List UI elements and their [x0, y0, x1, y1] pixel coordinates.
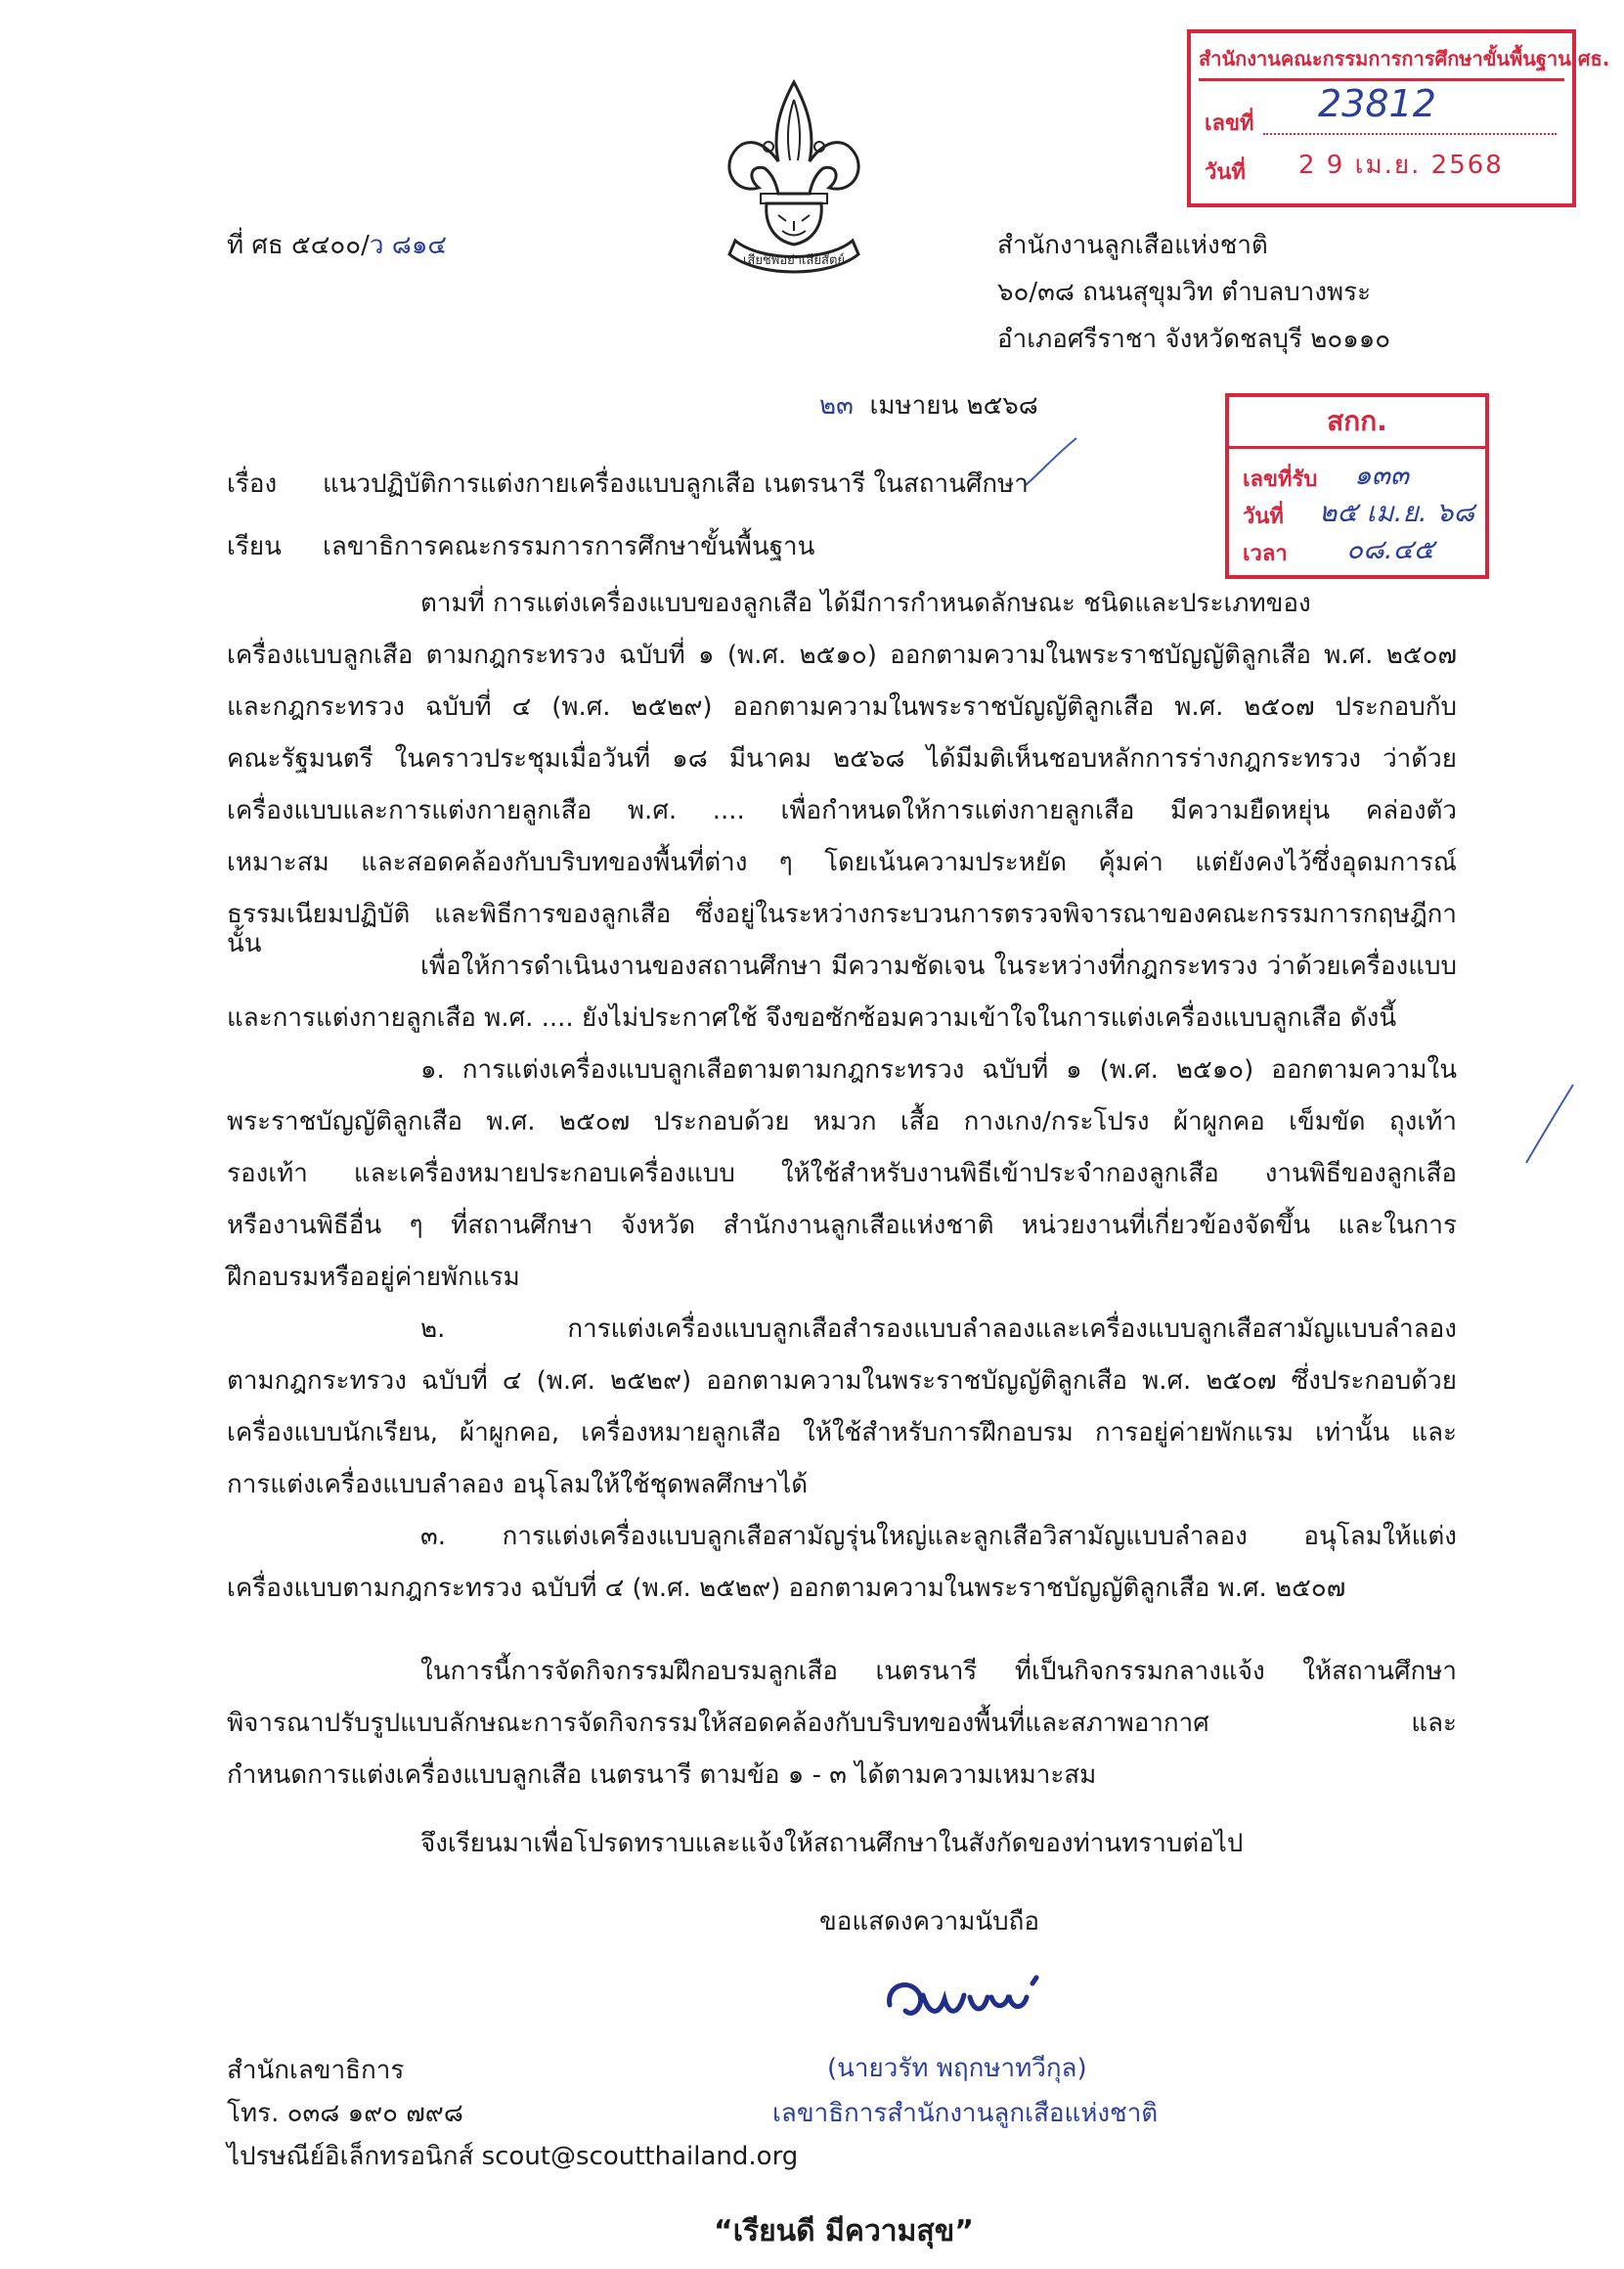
body-line: และกฎกระทรวง ฉบับที่ ๔ (พ.ศ. ๒๕๒๙) ออกตามความในพระราชบัญญัติลูกเสือ พ.ศ. ๒๕๐๗ ประกอบกับ — [227, 692, 1457, 722]
document-number — [227, 231, 447, 260]
body-line: คณะรัฐมนตรี ในคราวประชุมเมื่อวันที่ ๑๘ มีนาคม ๒๕๖๘ ได้มีมติเห็นชอบหลักการร่างกฎกระทรวง ว่าด้วย — [227, 744, 1457, 774]
pen-tick-mark — [1022, 432, 1080, 491]
document-date — [819, 391, 1038, 421]
body-line: กำหนดการแต่งเครื่องแบบลูกเสือ เนตรนารี ตามข้อ ๑ - ๓ ได้ตามความเหมาะสม — [227, 1760, 1097, 1790]
document-number-prefix: ที่ ศธ ๕๔๐๐/ — [227, 231, 370, 260]
recipient-label: เรียน — [227, 532, 282, 561]
body-line: เครื่องแบบและการแต่งกายลูกเสือ พ.ศ. .... เพื่อกำหนดให้การแต่งกายลูกเสือ มีความยืดหยุ่น คล่องตัว — [227, 796, 1457, 825]
received-date-label: วันที่ — [1205, 160, 1246, 185]
body-line: เครื่องแบบลูกเสือ ตามกฎกระทรวง ฉบับที่ ๑ (พ.ศ. ๒๕๑๐) ออกตามความในพระราชบัญญัติลูกเสือ พ.ศ. ๒๕๐๗ — [227, 641, 1457, 670]
body-line: เหมาะสม และสอดคล้องกับบริบทของพื้นที่ต่าง ๆ โดยเน้นความประหยัด คุ้มค่า แต่ยังคงไว้ซึ่งอุดมการณ์ — [227, 848, 1457, 877]
sgk-stamp-header: สกก. — [1229, 397, 1485, 449]
body-line: เครื่องแบบนักเรียน, ผ้าผูกคอ, เครื่องหมายลูกเสือ ให้ใช้สำหรับการฝึกอบรม การอยู่ค่ายพักแรม เท่านั้น และ — [227, 1418, 1457, 1447]
slogan: “เรียนดี มีความสุข” — [714, 2214, 974, 2248]
body-line: เครื่องแบบตามกฎกระทรวง ฉบับที่ ๔ (พ.ศ. ๒๕๒๙) ออกตามความในพระราชบัญญัติลูกเสือ พ.ศ. ๒๕๐๗ — [227, 1574, 1346, 1603]
body-line: พระราชบัญญัติลูกเสือ พ.ศ. ๒๕๐๗ ประกอบด้วย หมวก เสื้อ กางเกง/กระโปรง ผ้าผูกคอ เข็มขัด ถุงเท้า — [227, 1107, 1457, 1136]
sgk-time-label: เวลา — [1243, 542, 1288, 566]
document-date-day: ๒๓ — [819, 391, 854, 421]
svg-text:เสียชีพอย่าเสียสัตย์: เสียชีพอย่าเสียสัตย์ — [742, 253, 846, 268]
signer-name: (นายวรัท พฤกษาทวีกุล) — [827, 2054, 1087, 2083]
body-line: พิจารณาปรับรูปแบบลักษณะการจัดกิจกรรมให้สอดคล้องกับบริบทของพื้นที่และสภาพอากาศ และ — [227, 1709, 1457, 1738]
scout-emblem-logo — [722, 78, 866, 286]
sgk-date-label: วันที่ — [1243, 505, 1284, 529]
pen-tick-mark — [1520, 1081, 1579, 1169]
received-stamp — [1187, 29, 1610, 207]
body-line: หรืองานพิธีอื่น ๆ ที่สถานศึกษา จังหวัด สำนักงานลูกเสือแห่งชาติ หน่วยงานที่เกี่ยวข้องจัดขึ้น และในการ — [227, 1211, 1457, 1240]
received-number-label: เลขที่ — [1205, 111, 1254, 136]
body-line: ในการนี้การจัดกิจกรรมฝึกอบรมลูกเสือ เนตรนารี ที่เป็นกิจกรรมกลางแจ้ง ให้สถานศึกษา — [420, 1657, 1457, 1686]
sender-address-line-2: ๖๐/๓๘ ถนนสุขุมวิท ตำบลบางพระ — [997, 278, 1372, 307]
received-number-value: 23812 — [1318, 82, 1436, 125]
body-line: และการแต่งกายลูกเสือ พ.ศ. .... ยังไม่ประกาศใช้ จึงขอซักซ้อมความเข้าใจในการแต่งเครื่องแบบลูกเสือ ดังนี้ — [227, 1003, 1397, 1033]
sgk-date-value: ๒๕ เม.ย. ๖๘ — [1319, 496, 1475, 528]
document-number-handwritten: ว ๘๑๔ — [369, 231, 448, 260]
handwritten-signature — [880, 1966, 1075, 2034]
body-line: ตามกฎกระทรวง ฉบับที่ ๔ (พ.ศ. ๒๕๒๙) ออกตามความในพระราชบัญญัติลูกเสือ พ.ศ. ๒๕๐๗ ซึ่งประกอบด้วย — [227, 1366, 1457, 1396]
sender-address-line-1: สำนักงานลูกเสือแห่งชาติ — [997, 231, 1268, 260]
office-phone: โทร. ๐๓๘ ๑๙๐ ๗๙๘ — [227, 2099, 463, 2128]
subject-text: แนวปฏิบัติการแต่งกายเครื่องแบบลูกเสือ เนตรนารี ในสถานศึกษา — [323, 469, 1029, 499]
office-name: สำนักเลขาธิการ — [227, 2056, 405, 2085]
office-email: ไปรษณีย์อิเล็กทรอนิกส์ scout@scoutthailand.org — [227, 2142, 799, 2171]
closing-text: ขอแสดงความนับถือ — [819, 1907, 1039, 1936]
received-number-line — [1263, 133, 1557, 135]
document-date-rest: เมษายน ๒๕๖๘ — [869, 391, 1038, 421]
body-line: จึงเรียนมาเพื่อโปรดทราบและแจ้งให้สถานศึกษาในสังกัดของท่านทราบต่อไป — [420, 1829, 1244, 1858]
sgk-receive-label: เลขที่รับ — [1243, 467, 1318, 492]
body-line: ๓. การแต่งเครื่องแบบลูกเสือสามัญรุ่นใหญ่และลูกเสือวิสามัญแบบลำลอง อนุโลมให้แต่ง — [420, 1522, 1457, 1551]
recipient-text: เลขาธิการคณะกรรมการการศึกษาขั้นพื้นฐาน — [323, 532, 815, 561]
body-line: ๑. การแต่งเครื่องแบบลูกเสือตามตามกฎกระทรวง ฉบับที่ ๑ (พ.ศ. ๒๕๑๐) ออกตามความใน — [420, 1055, 1457, 1085]
body-line: ฝึกอบรมหรืออยู่ค่ายพักแรม — [227, 1263, 520, 1292]
subject-label: เรื่อง — [227, 469, 278, 499]
body-line: ธรรมเนียมปฏิบัติ และพิธีการของลูกเสือ ซึ่งอยู่ในระหว่างกระบวนการตรวจพิจารณาของคณะกรรมการกฤษฎีกา นั้น — [227, 900, 1457, 958]
received-date-value: 2 9 เม.ย. 2568 — [1298, 151, 1504, 180]
body-line: เพื่อให้การดำเนินงานของสถานศึกษา มีความชัดเจน ในระหว่างที่กฎกระทรวง ว่าด้วยเครื่องแบบ — [420, 952, 1457, 981]
signer-title: เลขาธิการสำนักงานลูกเสือแห่งชาติ — [772, 2099, 1159, 2128]
sgk-receive-value: ๑๓๓ — [1354, 459, 1410, 491]
body-line: ๒. การแต่งเครื่องแบบลูกเสือสำรองแบบลำลองและเครื่องแบบลูกเสือสามัญแบบลำลอง — [420, 1314, 1457, 1344]
body-line: การแต่งเครื่องแบบลำลอง อนุโลมให้ใช้ชุดพลศึกษาได้ — [227, 1470, 809, 1499]
sender-address-line-3: อำเภอศรีราชา จังหวัดชลบุรี ๒๐๑๑๐ — [997, 325, 1391, 354]
body-line: ตามที่ การแต่งเครื่องแบบของลูกเสือ ได้มีการกำหนดลักษณะ ชนิดและประเภทของ — [420, 589, 1311, 618]
body-line: รองเท้า และเครื่องหมายประกอบเครื่องแบบ ให้ใช้สำหรับงานพิธีเข้าประจำกองลูกเสือ งานพิธีของลูกเสือ — [227, 1159, 1457, 1188]
sgk-time-value: ๐๘.๔๕ — [1346, 533, 1434, 565]
sgk-stamp — [1225, 393, 1489, 579]
received-stamp-header: สำนักงานคณะกรรมการการศึกษาขั้นพื้นฐาน ศธ. — [1199, 39, 1564, 81]
